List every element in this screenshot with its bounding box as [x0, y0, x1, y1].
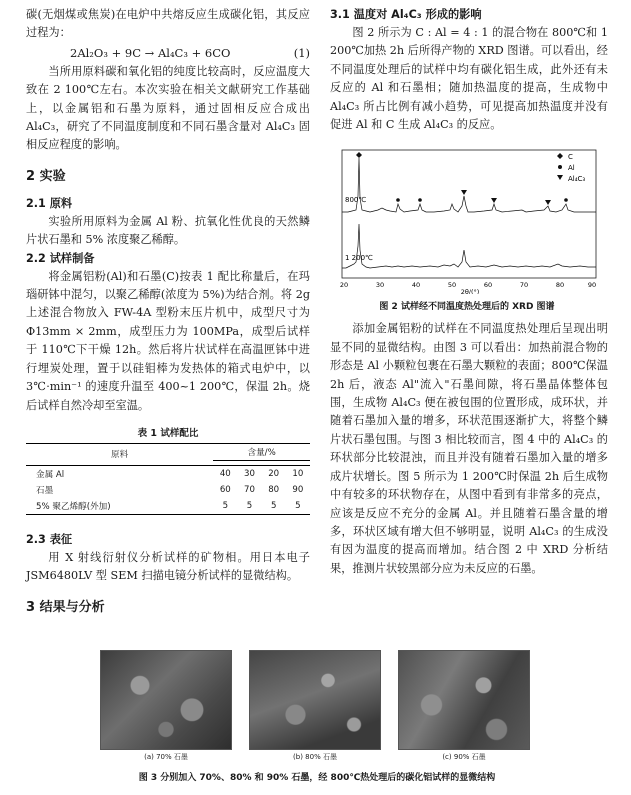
sem-subcaption-a: (a) 70% 石墨: [144, 753, 188, 761]
right-column: [330, 6, 608, 578]
marker-al4c3-0: [461, 190, 467, 195]
paragraph-preparation: 将金属铝粉(Al)和石墨(C)按表 1 配比称量后，在玛瑙研钵中混匀，以聚乙稀醇(浓度为 5%)为结合剂。将 2g 上述混合物放入 FW-4A 型粉末压片机中，成型尺寸为 Φ13mm × 2mm，成型压力为 100MPa，成型后试样于 110℃下干燥 12h。然后将片状试样在高温匣钵中进行埋炭处理，置于以硅钼棒为发热体的箱式电炉中，以 3℃·min⁻¹ 的速度升温至 400~1 200℃，保温 2h。烧后试样自然冷却至室温。: [26, 269, 310, 412]
table-cell: 石墨: [36, 485, 54, 496]
table-header-raw: 原料: [26, 443, 213, 465]
section-heading-results: 3 结果与分析: [26, 599, 105, 615]
table-caption: 表 1 试样配比: [137, 427, 199, 439]
table-cell: 金属 Al: [36, 469, 65, 480]
table-cell: 20: [268, 468, 280, 479]
equation-number: (1): [293, 45, 310, 60]
left-column: [26, 6, 310, 626]
table-cell: 5: [262, 498, 286, 515]
table-cell: 5% 聚乙烯醇(外加): [26, 498, 213, 515]
sem-subcaption-c: (c) 90% 石墨: [442, 753, 486, 761]
marker-al-0: [396, 199, 400, 203]
x-tick-label: 30: [375, 281, 385, 290]
composition-table: [26, 443, 310, 515]
figure-3-sem: [26, 650, 608, 783]
figure-3-caption: 图 3 分别加入 70%、80% 和 90% 石墨，经 800℃热处理后的碳化铝试样的显微结构: [138, 773, 496, 783]
legend-label-c: C: [568, 153, 573, 162]
table-cell: 70: [244, 484, 255, 495]
legend-label-al: Al: [568, 164, 575, 173]
table-row: [26, 465, 310, 482]
paragraph-microstructure: 添加金属铝粉的试样在不同温度热处理后呈现出明显不同的显微结构。由图 3 可以看出：加热前混合物的形态是 Al 小颗粒包裹在石墨大颗粒的表面；800℃保温 2h 后，液态 Al"流入"石墨间隙，将石墨晶体整体包围，生成物 Al₄C₃ 便在被包围的位置形成，成环状，并随着石墨加入量的增多，环状范围逐渐扩大，将整个鳞片状石墨包围。与图 3 相比较而言，图 4 中的 Al₄C₃ 的环状部分比较混浊，而且并没有随着石墨加入量的增多成片状增长。图 5 所示为 1 200℃时保温 2h 后生成物中有较多的环状物存在，从图中看到有非常多的亮点，应该是反应不充分的金属 Al。并且随着石墨含量的增多，环状区域有增大但不够明显，说明 Al₄C₃ 的生成没有因为温度的提高而增加。结合图 2 中 XRD 分析结果，推测片状较黑部分应为未反应的石墨。: [330, 322, 608, 575]
table-cell: 5: [237, 498, 261, 515]
paragraph-materials: 实验所用原料为金属 Al 粉、抗氧化性优良的天然鳞片状石墨和 5% 浓度聚乙稀醇。: [26, 214, 310, 247]
marker-c-0: [356, 152, 362, 158]
subsection-heading-materials: 2.1 原料: [26, 196, 73, 210]
legend-label-al4c3: Al₄C₃: [568, 175, 586, 184]
x-tick-label: 90: [587, 281, 597, 290]
sem-image-a: [100, 650, 232, 762]
table-header-content: 含量/%: [213, 443, 310, 460]
table-row: [26, 498, 310, 515]
table-cell: 60: [219, 484, 231, 495]
marker-al4c3-1: [491, 198, 497, 203]
xrd-trace-1200: [342, 224, 596, 268]
legend-marker-al: [558, 165, 562, 169]
x-tick-label: 80: [555, 281, 565, 290]
x-tick-label: 20: [339, 281, 349, 290]
section-heading-experiment: 2 实验: [26, 168, 66, 184]
paragraph-characterization: 用 X 射线衍射仪分析试样的矿物相。用日本电子 JSM6480LV 型 SEM 扫描电镜分析试样的显微结构。: [26, 550, 310, 583]
legend-marker-al4c3: [557, 175, 563, 180]
sem-micrograph-b: [249, 650, 381, 750]
marker-al-1: [418, 199, 422, 203]
subsection-heading-temperature: 3.1 温度对 Al₄C₃ 形成的影响: [330, 8, 482, 21]
trace-label-1200: 1 200℃: [345, 254, 373, 263]
subsection-heading-preparation: 2.2 试样制备: [26, 251, 95, 265]
table-cell: 40: [219, 468, 231, 479]
sem-image-b: [249, 650, 381, 762]
marker-al4c3-2: [545, 200, 551, 205]
sem-micrograph-a: [100, 650, 232, 750]
paragraph-intro-tail: 碳(无烟煤或焦炭)在电炉中共熔反应生成碳化铝，其反应过程为：: [26, 8, 310, 40]
x-tick-label: 70: [519, 281, 529, 290]
x-tick-label: 40: [411, 281, 421, 290]
xrd-chart: [334, 146, 600, 294]
marker-al-2: [564, 199, 568, 203]
table-cell: 5: [286, 498, 310, 515]
equation-text: 2Al₂O₃ + 9C → Al₄C₃ + 6CO: [70, 45, 231, 60]
trace-label-800: 800℃: [345, 196, 367, 205]
x-tick-label: 50: [447, 281, 457, 290]
legend-marker-c: [557, 153, 563, 159]
subsection-heading-characterization: 2.3 表征: [26, 532, 73, 546]
x-tick-label: 60: [483, 281, 493, 290]
sem-image-c: [398, 650, 530, 762]
sem-micrograph-c: [398, 650, 530, 750]
xrd-trace-800: [342, 158, 596, 212]
table-cell: 30: [244, 468, 255, 479]
figure-2-xrd: [334, 146, 600, 313]
x-axis-label: 2θ/(°): [460, 288, 480, 295]
table-cell: 5: [213, 498, 237, 515]
paragraph-intro: 当所用原料碳和氧化铝的纯度比较高时，反应温度大致在 2 100℃左右。本次实验在相关文献研究工作基础上，以金属铝和石墨为原料，通过固相反应合成出 Al₄C₃，研究了不同温度制度和不同石墨含量对 Al₄C₃ 固相反应程度的影响。: [26, 64, 310, 152]
paragraph-temperature: 图 2 所示为 C : Al = 4 : 1 的混合物在 800℃和 1 200℃加热 2h 后所得产物的 XRD 图谱。可以看出，经不同温度处理后的试样中均有碳化铝生成，此外还有未反应的 Al 和石墨相；随加热温度的提高，生成物中 Al₄C₃ 所占比例有减小趋势，可见提高加热温度并没有促进 Al 和 C 生成 Al₄C₃ 的反应。: [330, 26, 608, 132]
table-cell: 80: [268, 484, 280, 495]
table-row: [26, 482, 310, 498]
table-cell: 90: [292, 484, 304, 495]
table-cell: 10: [292, 468, 304, 479]
figure-2-caption: 图 2 试样经不同温度热处理后的 XRD 图谱: [379, 302, 555, 313]
equation-1: [26, 43, 310, 63]
sem-subcaption-b: (b) 80% 石墨: [293, 753, 337, 761]
